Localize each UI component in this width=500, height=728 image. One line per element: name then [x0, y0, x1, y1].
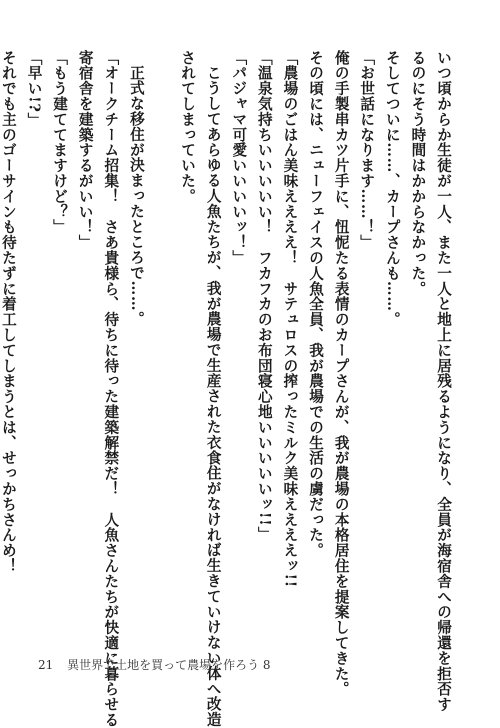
text-line: 「もう建ててますけど？」	[51, 50, 69, 235]
text-line: されてしまっていた。	[179, 50, 197, 204]
text-line: 「オークチーム招集！ さあ貴様ら、待ちに待った建築解禁だ！ 人魚さんたちが快適に暮らせる	[102, 50, 120, 728]
text-line: るのにそう時間はかからなかった。	[409, 50, 427, 297]
blank-line	[149, 50, 175, 635]
text-line: 俺の手製串カツ片手に、忸怩たる表情のカープさんが、我が農場の本格居住を提案してきた。	[332, 50, 350, 697]
text-line: 「お世話になります……！」	[358, 50, 376, 251]
text-line: その頃には、ニューフェイスの人魚全員、我が農場での生活の虜だった。	[307, 50, 325, 559]
book-title: 異世界で土地を買って農場を作ろう 8	[67, 658, 271, 672]
text-line: 「農場のごはん美味ええええ！ サテュロスの搾ったミルク美味ええええッ!!	[281, 50, 299, 589]
text-line: 寄宿舎を建築するがいい！」	[76, 50, 94, 251]
text-line: 「温泉気持ちいいいいい！ フカフカのお布団寝心地いいいいいッ!!」	[255, 50, 273, 542]
text-line: 「早い!?」	[25, 50, 43, 129]
text-line: 「パジャマ可愛いいいいッ！」	[230, 50, 248, 266]
text-line: いつ頃からか生徒が一人、また一人と地上に居残るようになり、全員が海宿舎への帰還を拒否す	[435, 50, 452, 713]
page-footer	[38, 656, 271, 673]
text-line: 正式な移住が決まったところで……。	[127, 64, 145, 327]
text-line: こうしてあらゆる人魚たちが、我が農場で生産された衣食住がなければ生きていけない体へ改造	[204, 64, 222, 727]
text-line: そしてついに……、カープさんも……。	[383, 50, 401, 328]
page-number: 21	[38, 658, 54, 672]
text-line: それでも主のゴーサインも待たずに着工してしまうとは、せっかちさんめ！	[0, 50, 17, 574]
